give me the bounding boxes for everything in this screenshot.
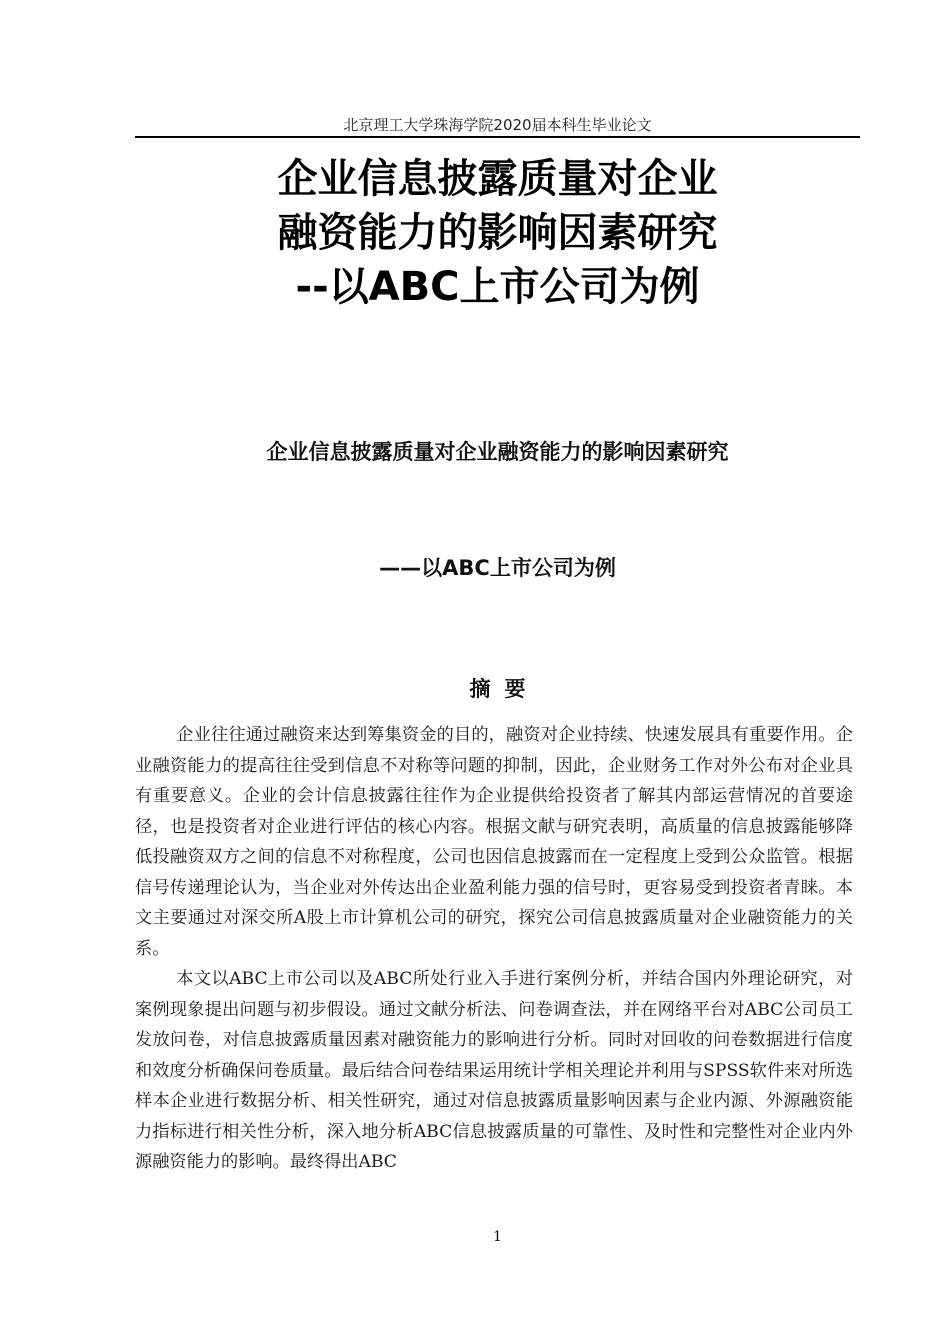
thesis-title-line-3: --以ABC上市公司为例 [295,264,700,310]
thesis-title [135,152,860,314]
running-header: 北京理工大学珠海学院2020届本科生毕业论文 [343,116,652,134]
thesis-title-line-1: 企业信息披露质量对企业 [277,156,718,202]
subtitle-case: ——以ABC上市公司为例 [379,556,616,580]
abstract-paragraph-2: 本文以ABC上市公司以及ABC所处行业入手进行案例分析，并结合国内外理论研究，对案例现象提出问题与初步假设。通过文献分析法、问卷调查法，并在网络平台对ABC公司员工发放问卷，对信息披露质量因素对融资能力的影响进行分析。同时对回收的问卷数据进行信度和效度分析确保问卷质量。最后结合问卷结果运用统计学相关理论并利用与SPSS软件来对所选样本企业进行数据分析、相关性研究，通过对信息披露质量影响因素与企业内源、外源融资能力指标进行相关性分析，深入地分析ABC信息披露质量的可靠性、及时性和完整性对企业内外源融资能力的影响。最终得出ABC [135,969,853,1172]
abstract-body [135,720,853,1178]
header-rule [135,136,860,138]
subtitle-main: 企业信息披露质量对企业融资能力的影响因素研究 [266,440,729,464]
abstract-paragraph-1: 企业往往通过融资来达到筹集资金的目的，融资对企业持续、快速发展具有重要作用。企业融资能力的提高往往受到信息不对称等问题的抑制，因此，企业财务工作对外公布对企业具有重要意义。企业的会计信息披露往往作为企业提供给投资者了解其内部运营情况的首要途径，也是投资者对企业进行评估的核心内容。根据文献与研究表明，高质量的信息披露能够降低投融资双方之间的信息不对称程度，公司也因信息披露而在一定程度上受到公众监管。根据信号传递理论认为，当企业对外传达出企业盈利能力强的信号时，更容易受到投资者青睐。本文主要通过对深交所A股上市计算机公司的研究，探究公司信息披露质量对企业融资能力的关系。 [135,725,853,959]
thesis-title-line-2: 融资能力的影响因素研究 [277,210,718,256]
page-number: 1 [493,1229,502,1245]
abstract-heading: 摘要 [469,677,540,701]
